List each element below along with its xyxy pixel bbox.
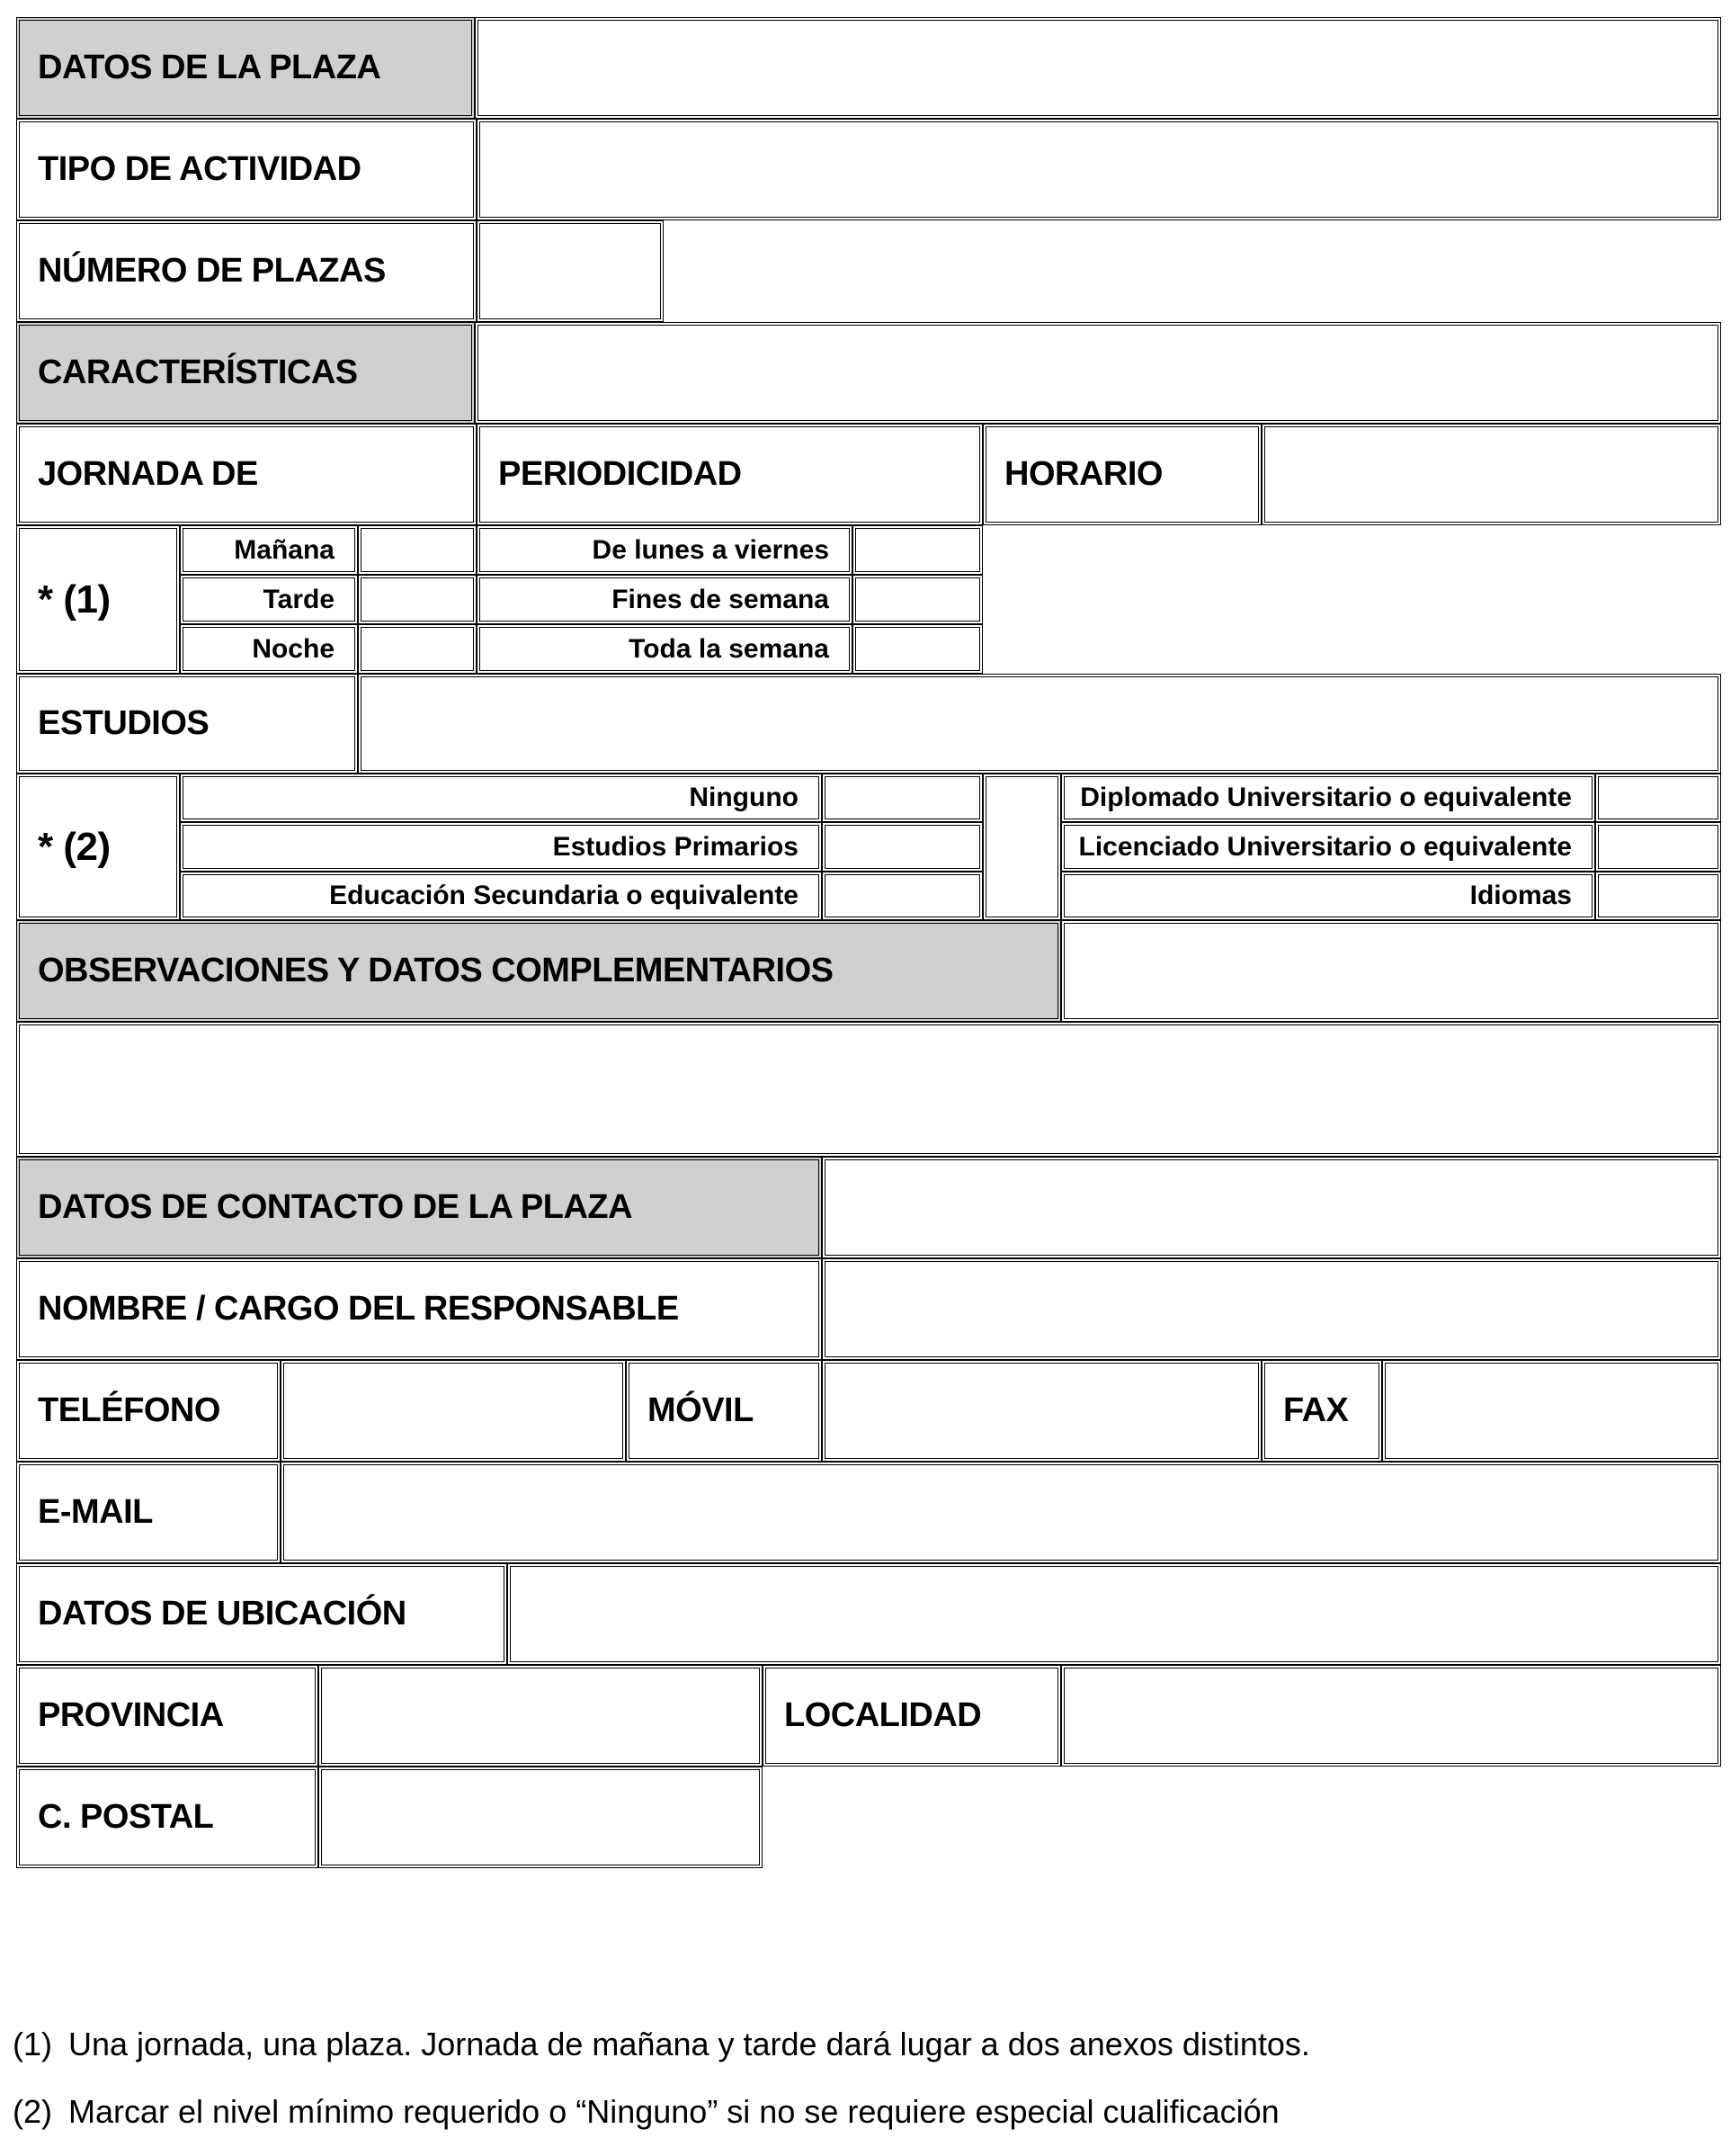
estudios-licenciado-checkbox[interactable] xyxy=(1595,822,1721,872)
telefono-field[interactable] xyxy=(281,1360,626,1462)
telefono-label: TELÉFONO xyxy=(16,1360,281,1462)
jornada-manana-checkbox[interactable] xyxy=(358,525,477,575)
periodicidad-toda-semana-checkbox[interactable] xyxy=(852,624,983,674)
estudios-diplomado-checkbox[interactable] xyxy=(1595,774,1721,822)
estudios-ninguno-checkbox[interactable] xyxy=(822,774,983,822)
localidad-field[interactable] xyxy=(1061,1665,1721,1767)
periodicidad-lunes-viernes-checkbox[interactable] xyxy=(852,525,983,575)
tipo-actividad-field[interactable] xyxy=(477,119,1721,220)
movil-field[interactable] xyxy=(822,1360,1262,1462)
jornada-label: JORNADA DE xyxy=(16,424,477,525)
contacto-field[interactable] xyxy=(822,1157,1721,1258)
ubicacion-label: DATOS DE UBICACIÓN xyxy=(16,1563,507,1665)
numero-plazas-field[interactable] xyxy=(477,220,664,322)
periodicidad-option-label: De lunes a viernes xyxy=(477,525,852,575)
estudios-label: ESTUDIOS xyxy=(16,674,358,774)
numero-plazas-label: NÚMERO DE PLAZAS xyxy=(16,220,477,322)
estudios-idiomas-checkbox[interactable] xyxy=(1595,872,1721,920)
jornada-option-label: Noche xyxy=(180,624,358,674)
jornada-option-label: Tarde xyxy=(180,575,358,624)
periodicidad-label: PERIODICIDAD xyxy=(477,424,983,525)
jornada-noche-checkbox[interactable] xyxy=(358,624,477,674)
footnote-number: (2) xyxy=(13,2093,52,2130)
fax-field[interactable] xyxy=(1382,1360,1721,1462)
section-header-observaciones: OBSERVACIONES Y DATOS COMPLEMENTARIOS xyxy=(16,920,1061,1022)
jornada-footnote-marker: * (1) xyxy=(16,525,180,674)
jornada-tarde-checkbox[interactable] xyxy=(358,575,477,624)
horario-label: HORARIO xyxy=(983,424,1262,525)
caracteristicas-field[interactable] xyxy=(475,322,1721,424)
estudios-secundaria-checkbox[interactable] xyxy=(822,872,983,920)
estudios-option-label: Educación Secundaria o equivalente xyxy=(180,872,822,920)
localidad-label: LOCALIDAD xyxy=(763,1665,1061,1767)
fax-label: FAX xyxy=(1262,1360,1382,1462)
footnote-text: Marcar el nivel mínimo requerido o “Ninguno” si no se requiere especial cualificación xyxy=(68,2093,1280,2130)
estudios-option-label: Ninguno xyxy=(180,774,822,822)
responsable-label: NOMBRE / CARGO DEL RESPONSABLE xyxy=(16,1258,822,1360)
section-header-caracteristicas: CARACTERÍSTICAS xyxy=(16,322,475,424)
observaciones-textarea[interactable] xyxy=(16,1022,1721,1157)
estudios-option-label: Idiomas xyxy=(1061,872,1595,920)
email-field[interactable] xyxy=(281,1462,1721,1563)
cpostal-label: C. POSTAL xyxy=(16,1767,318,1868)
estudios-separator-cell xyxy=(983,774,1061,920)
movil-label: MÓVIL xyxy=(626,1360,822,1462)
estudios-option-label: Licenciado Universitario o equivalente xyxy=(1061,822,1595,872)
provincia-field[interactable] xyxy=(318,1665,763,1767)
footnote-text: Una jornada, una plaza. Jornada de mañana y tarde dará lugar a dos anexos distintos. xyxy=(68,2026,1310,2062)
estudios-option-label: Estudios Primarios xyxy=(180,822,822,872)
responsable-field[interactable] xyxy=(822,1258,1721,1360)
section-header-datos-plaza: DATOS DE LA PLAZA xyxy=(16,17,475,119)
email-label: E-MAIL xyxy=(16,1462,281,1563)
footnote-1 xyxy=(13,2026,1310,2063)
estudios-field[interactable] xyxy=(358,674,1721,774)
tipo-actividad-label: TIPO DE ACTIVIDAD xyxy=(16,119,477,220)
periodicidad-option-label: Fines de semana xyxy=(477,575,852,624)
periodicidad-fines-semana-checkbox[interactable] xyxy=(852,575,983,624)
jornada-option-label: Mañana xyxy=(180,525,358,575)
footnote-number: (1) xyxy=(13,2026,52,2062)
horario-field[interactable] xyxy=(1262,424,1721,525)
estudios-footnote-marker: * (2) xyxy=(16,774,180,920)
estudios-option-label: Diplomado Universitario o equivalente xyxy=(1061,774,1595,822)
section-header-contacto: DATOS DE CONTACTO DE LA PLAZA xyxy=(16,1157,822,1258)
periodicidad-option-label: Toda la semana xyxy=(477,624,852,674)
datos-plaza-field[interactable] xyxy=(475,17,1721,119)
ubicacion-field[interactable] xyxy=(507,1563,1721,1665)
observaciones-header-field[interactable] xyxy=(1061,920,1721,1022)
footnote-2 xyxy=(13,2093,1280,2131)
cpostal-field[interactable] xyxy=(318,1767,763,1868)
estudios-primarios-checkbox[interactable] xyxy=(822,822,983,872)
provincia-label: PROVINCIA xyxy=(16,1665,318,1767)
